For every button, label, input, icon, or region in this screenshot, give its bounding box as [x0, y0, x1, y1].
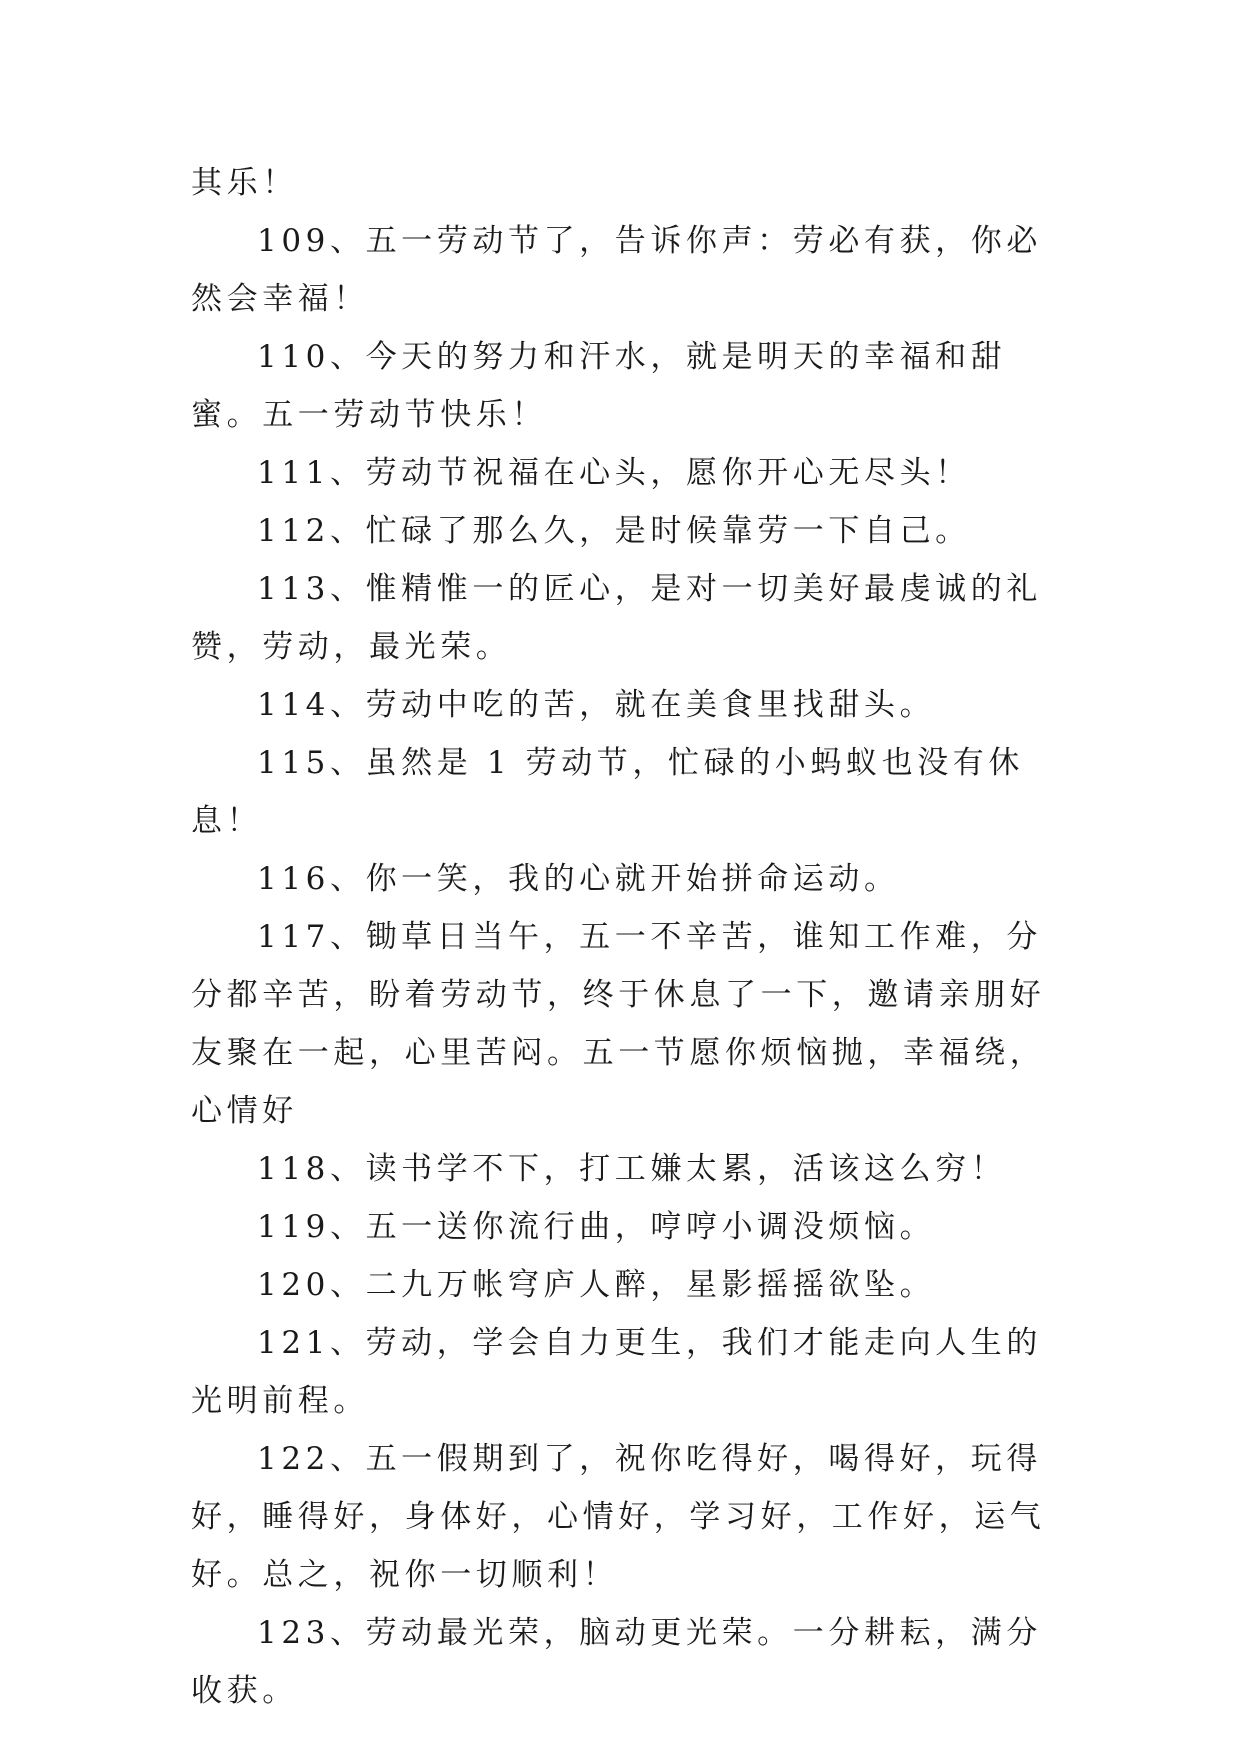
paragraph-119: 119、五一送你流行曲，哼哼小调没烦恼。 [257, 1209, 936, 1245]
paragraph-112: 112、忙碌了那么久，是时候靠劳一下自己。 [257, 513, 971, 549]
paragraph-110: 110、今天的努力和汗水，就是明天的幸福和甜蜜。五一劳动节快乐！ [191, 339, 1007, 433]
paragraph-123: 123、劳动最光荣，脑动更光荣。一分耕耘，满分收获。 [191, 1615, 1042, 1709]
paragraph-109: 109、五一劳动节了，告诉你声：劳必有获，你必然会幸福！ [191, 223, 1042, 317]
paragraph-117: 117、锄草日当午，五一不辛苦，谁知工作难，分分都辛苦，盼着劳动节，终于休息了一下，邀请亲朋好友聚在一起，心里苦闷。五一节愿你烦恼抛，幸福绕，心情好 [191, 919, 1046, 1129]
paragraph-111: 111、劳动节祝福在心头，愿你开心无尽头！ [257, 455, 971, 491]
document-body [191, 154, 1071, 1720]
paragraph-continuation: 其乐！ [191, 165, 298, 201]
paragraph-116: 116、你一笑，我的心就开始拼命运动。 [257, 861, 900, 897]
paragraph-120: 120、二九万帐穹庐人醉，星影摇摇欲坠。 [257, 1267, 936, 1303]
paragraph-122: 122、五一假期到了，祝你吃得好，喝得好，玩得好，睡得好，身体好，心情好，学习好，工作好，运气好。总之，祝你一切顺利！ [191, 1441, 1046, 1593]
paragraph-113: 113、惟精惟一的匠心，是对一切美好最虔诚的礼赞，劳动，最光荣。 [191, 571, 1042, 665]
paragraph-114: 114、劳动中吃的苦，就在美食里找甜头。 [257, 687, 936, 723]
paragraph-121: 121、劳动，学会自力更生，我们才能走向人生的光明前程。 [191, 1325, 1042, 1419]
paragraph-118: 118、读书学不下，打工嫌太累，活该这么穷！ [257, 1151, 1007, 1187]
paragraph-115: 115、虽然是 1 劳动节，忙碌的小蚂蚁也没有休息！ [191, 745, 1024, 839]
